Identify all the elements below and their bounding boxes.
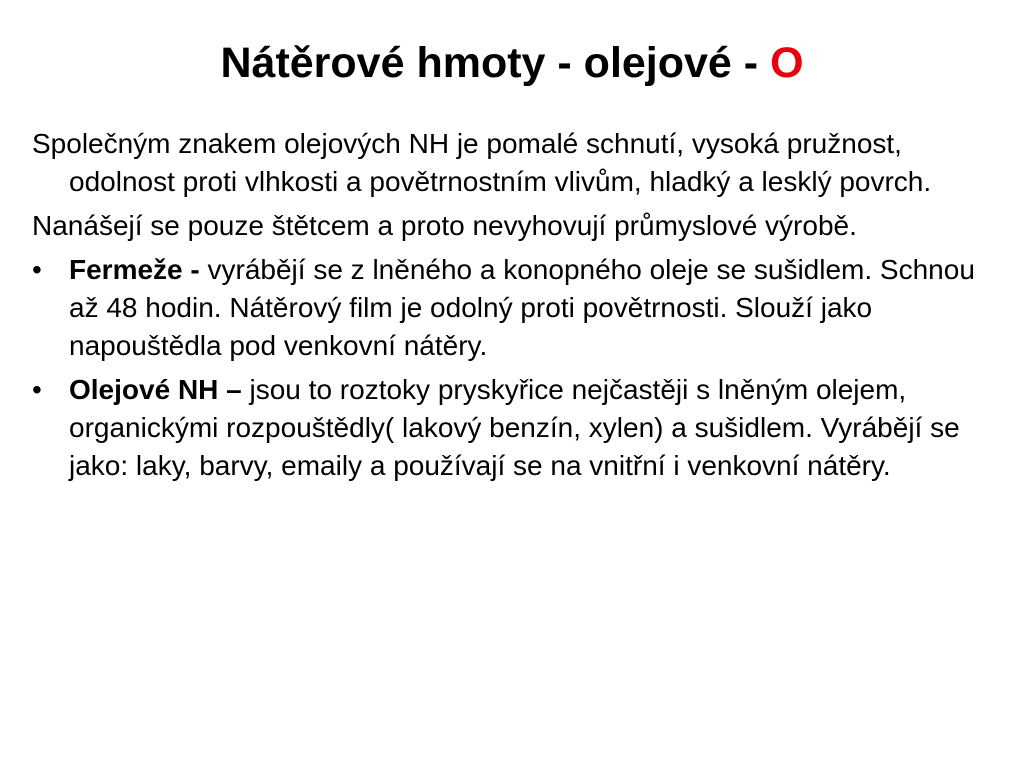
- slide-title-text: Nátěrové hmoty - olejové -: [220, 39, 771, 87]
- paragraph-2-text: Nanášejí se pouze štětcem a proto nevyhovují průmyslové výrobě.: [32, 210, 857, 241]
- bullet-marker: •: [32, 254, 42, 285]
- bullet-marker: •: [32, 374, 42, 405]
- bullet-item-fermeze-term: Fermeže -: [69, 254, 208, 285]
- bullet-item-fermeze: [32, 251, 992, 365]
- paragraph-1-text: Společným znakem olejových NH je pomalé schnutí, vysoká pružnost, odolnost proti vlhkosti a povětrnostním vlivům, hladký a lesklý povrch.: [32, 128, 932, 197]
- bullet-item-olejove-nh-term: Olejové NH –: [69, 374, 250, 405]
- slide-body: [32, 125, 992, 491]
- slide-title: [0, 38, 1024, 90]
- bullet-item-fermeze-text: vyrábějí se z lněného a konopného oleje se sušidlem. Schnou až 48 hodin. Nátěrový film je odolný proti povětrnosti. Slouží jako napouštědla pod venkovní nátěry.: [69, 254, 975, 361]
- paragraph-1: [32, 125, 992, 201]
- bullet-item-olejove-nh-text: jsou to roztoky pryskyřice nejčastěji s lněným olejem, organickými rozpouštědly( lakový benzín, xylen) a sušidlem. Vyrábějí se jako: laky, barvy, emaily a používají se na vnitřní i venkovní nátěry.: [69, 374, 960, 481]
- bullet-item-olejove-nh: [32, 371, 992, 485]
- slide-title-accent: O: [770, 39, 804, 87]
- paragraph-2: [32, 207, 992, 245]
